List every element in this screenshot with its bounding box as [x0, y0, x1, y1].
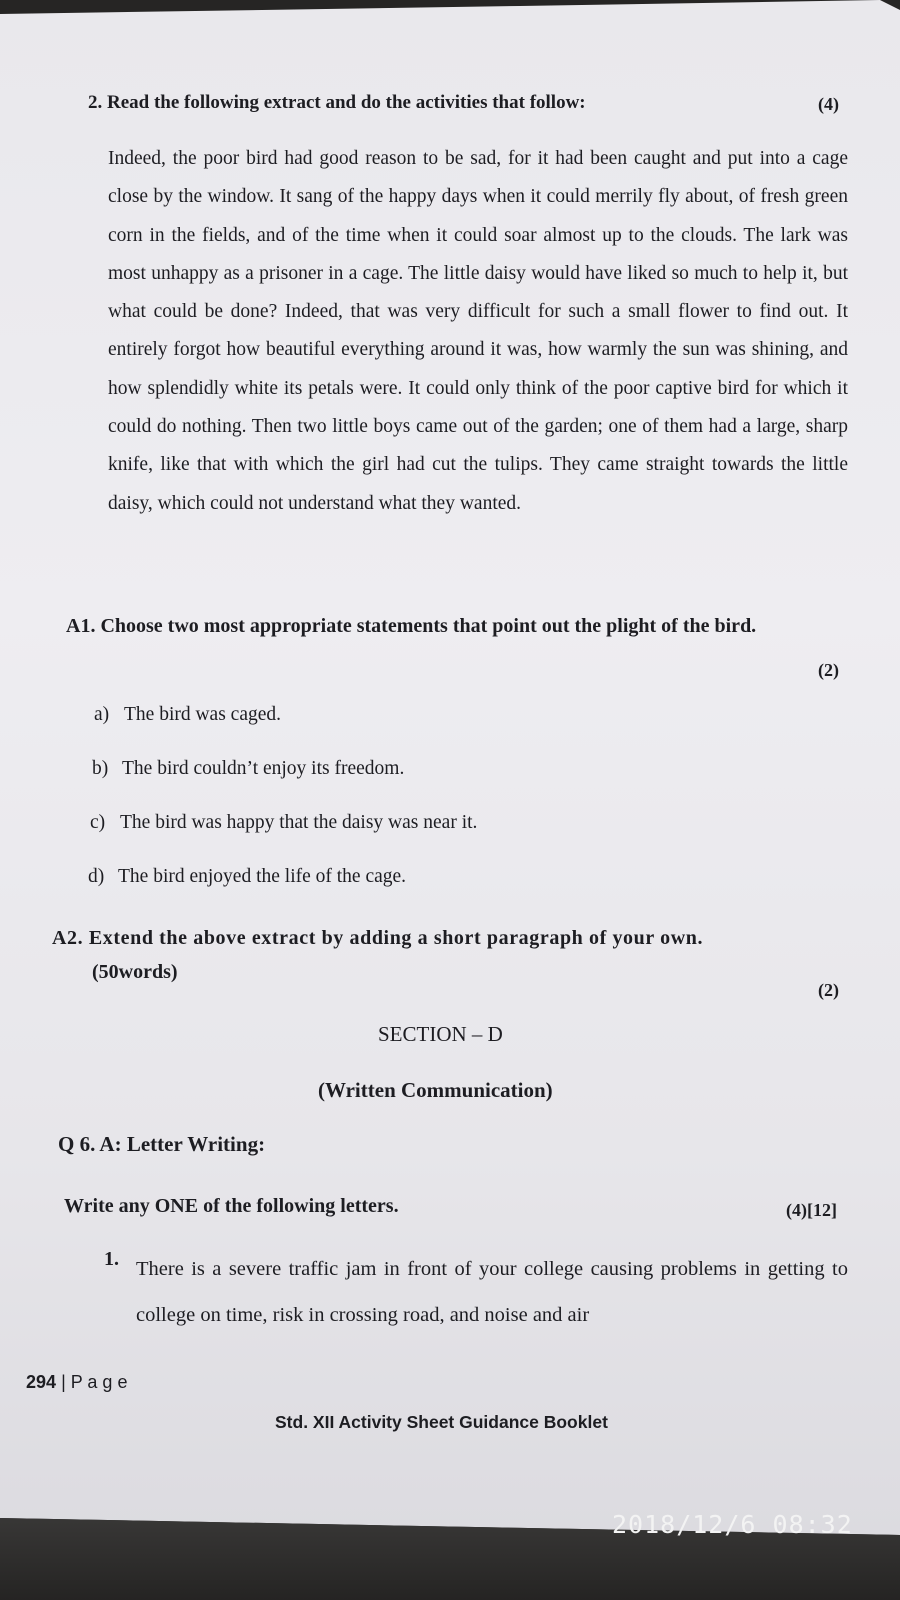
- page-footer: [26, 1372, 127, 1393]
- a1-option-a: [94, 704, 281, 726]
- extract-paragraph: [108, 140, 848, 523]
- section-title: SECTION – D: [378, 1022, 503, 1046]
- a1-prompt-text: A1. Choose two most appropriate statements that point out the plight of the bird.: [66, 615, 757, 637]
- option-text: The bird was happy that the daisy was near it.: [120, 812, 478, 833]
- q6-item-text: There is a severe traffic jam in front of your college causing problems in getting to college on time, risk in crossing road, and noise and air: [136, 1258, 848, 1326]
- option-label: c): [90, 812, 106, 833]
- a1-option-d: [88, 866, 406, 888]
- option-label: a): [94, 704, 110, 725]
- a1-prompt: [66, 606, 846, 646]
- a2-word-limit: (50words): [92, 961, 178, 983]
- a1-marks: (2): [818, 660, 839, 680]
- option-label: b): [92, 758, 109, 779]
- a2-marks: (2): [818, 980, 839, 1000]
- q6-item-number: 1.: [104, 1248, 119, 1270]
- q6-instruction: Write any ONE of the following letters.: [64, 1195, 399, 1217]
- a1-option-b: [92, 758, 404, 780]
- a1-option-c: [90, 812, 477, 834]
- option-text: The bird couldn’t enjoy its freedom.: [122, 758, 405, 779]
- a2-prompt: A2. Extend the above extract by adding a short paragraph of your own.: [52, 927, 704, 949]
- option-text: The bird enjoyed the life of the cage.: [118, 866, 407, 887]
- camera-timestamp: 2018/12/6 08:32: [612, 1510, 853, 1539]
- option-text: The bird was caged.: [124, 704, 282, 725]
- extract-text: Indeed, the poor bird had good reason to be sad, for it had been caught and put into a cage close by the window. It sang of the happy days when it could merrily fly about, of fresh green corn in the fields, and of the time when it could soar almost up to the clouds. The lark was most unhappy as a prisoner in a cage. The little daisy would have liked so much to help it, but what could be done? Indeed, that was very difficult for such a small flower to find out. It entirely forgot how beautiful everything around it was, how warmly the sun was shining, and how splendidly white its petals were. It could only think of the poor captive bird for which it could do nothing. Then two little boys came out of the garden; one of them had a large, sharp knife, like that with which the girl had cut the tulips. They came straight towards the little daisy, which could not understand what they wanted.: [108, 148, 848, 514]
- q6-title: Q 6. A: Letter Writing:: [58, 1132, 266, 1156]
- question-title: 2. Read the following extract and do the activities that follow:: [88, 92, 586, 113]
- page-number: 294: [26, 1372, 57, 1392]
- section-subtitle: (Written Communication): [318, 1078, 553, 1102]
- option-label: d): [88, 866, 105, 887]
- question-marks: (4): [818, 94, 839, 114]
- q6-marks: (4)[12]: [786, 1200, 837, 1220]
- booklet-title: Std. XII Activity Sheet Guidance Booklet: [275, 1412, 608, 1432]
- page-label: | P a g e: [61, 1372, 128, 1392]
